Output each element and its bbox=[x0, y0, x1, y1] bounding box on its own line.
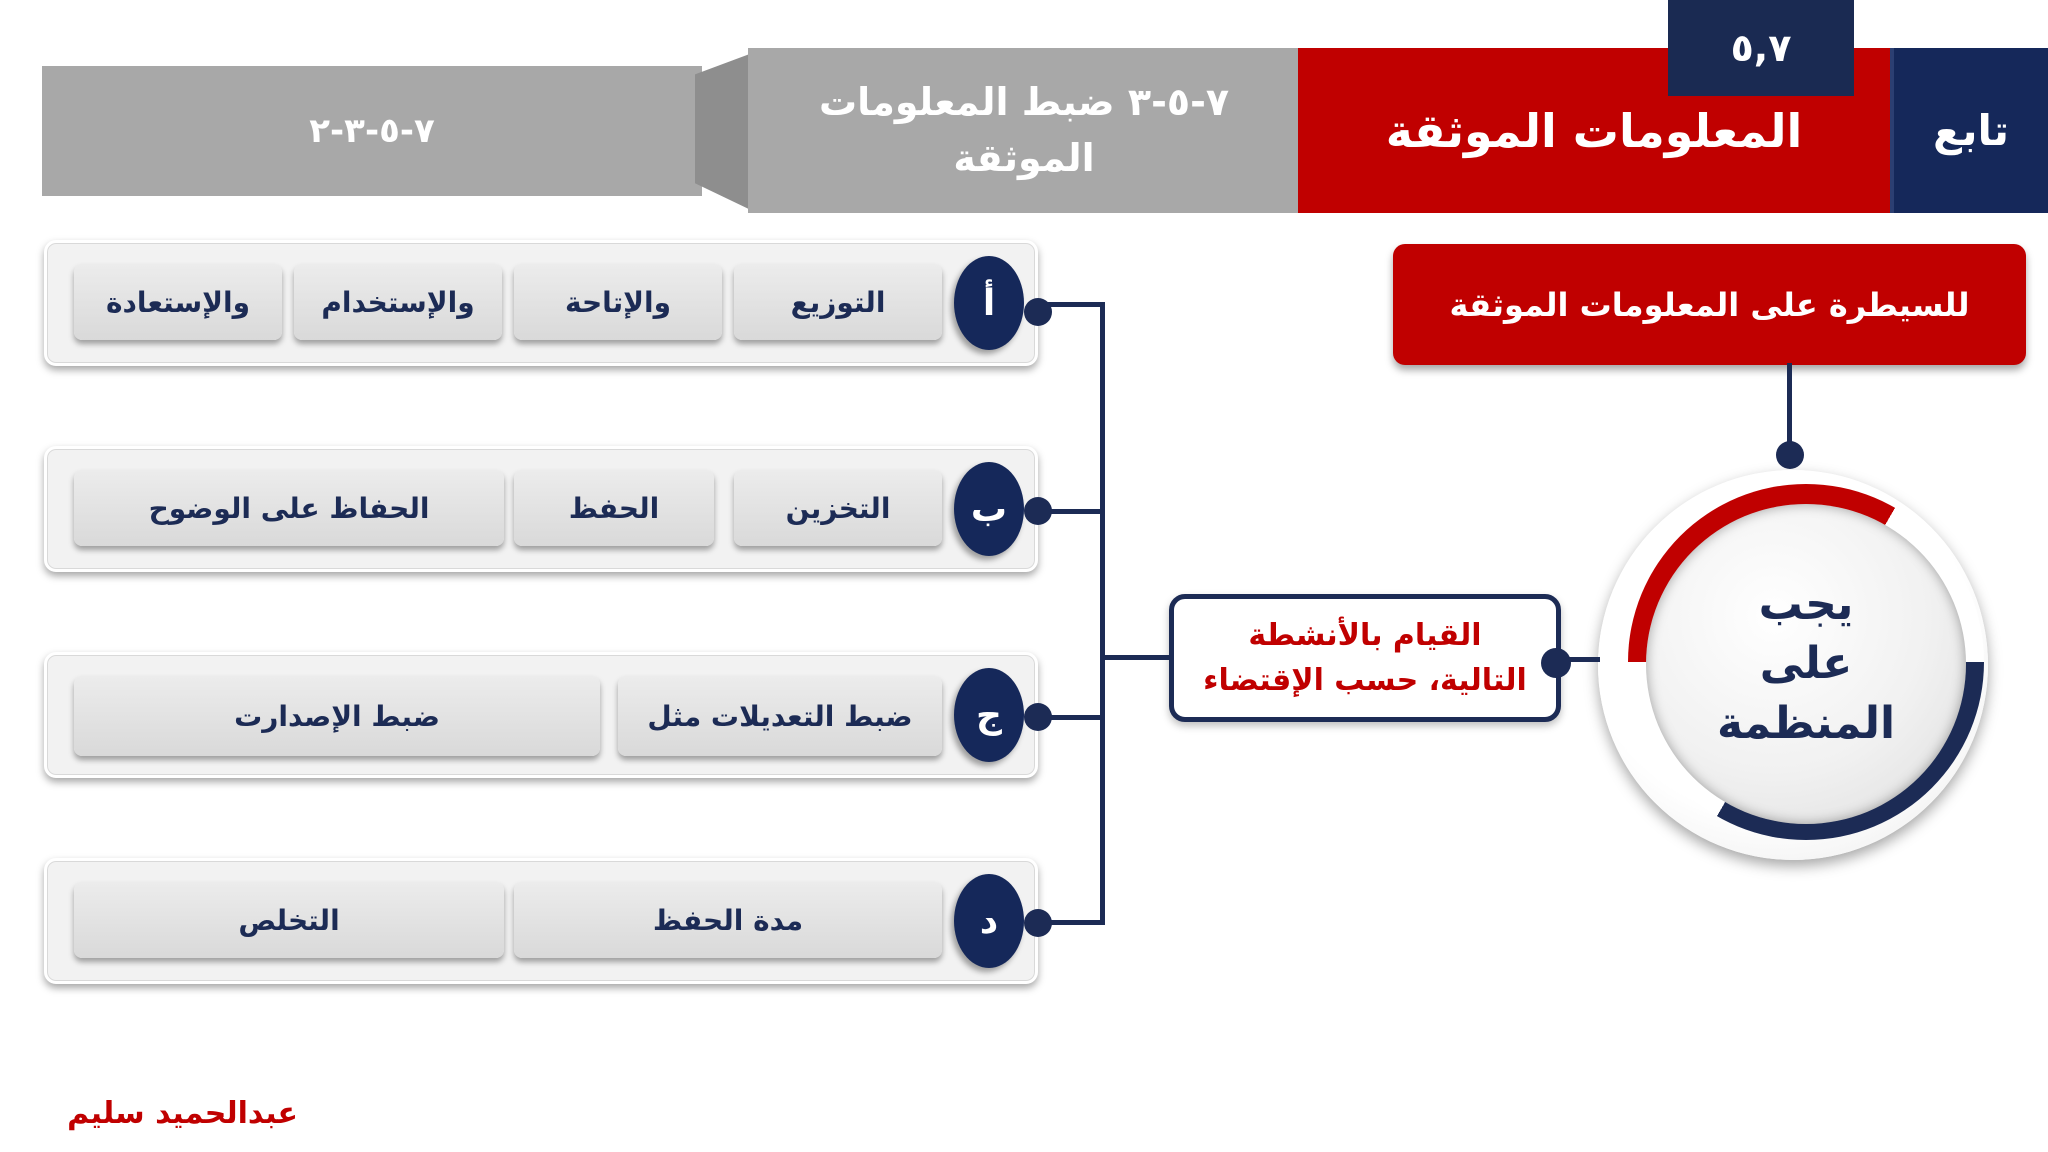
row-d-item-text: التخلص bbox=[238, 903, 340, 937]
row-a-item bbox=[734, 264, 942, 340]
activities-box-text: القيام بالأنشطة التالية، حسب الإقتضاء bbox=[1203, 618, 1527, 698]
section-number-tab bbox=[1668, 0, 1854, 96]
subsection-banner bbox=[748, 48, 1300, 213]
control-box bbox=[1393, 244, 2026, 365]
activities-connector bbox=[1568, 657, 1600, 662]
banner-bevel bbox=[695, 52, 755, 212]
row-b-connector-dot bbox=[1024, 497, 1052, 525]
row-b-item-text: الحفاظ على الوضوح bbox=[148, 491, 430, 525]
row-b-item-text: الحفظ bbox=[568, 491, 660, 525]
bracket-horizontal-link bbox=[1100, 655, 1170, 660]
continued-label: تابع bbox=[1933, 106, 2010, 155]
sub-subsection-number: ٧-٥-٣-٢ bbox=[309, 111, 435, 151]
activities-connector-dot bbox=[1541, 648, 1571, 678]
main-title: المعلومات الموثقة bbox=[1385, 103, 1803, 158]
row-c-badge bbox=[954, 668, 1024, 762]
row-c-item-text: ضبط الإصدارت bbox=[234, 699, 440, 733]
subsection-title: ٧-٥-٣ ضبط المعلومات الموثقة bbox=[818, 80, 1230, 180]
row-b-item bbox=[74, 470, 504, 546]
row-c-item bbox=[74, 676, 600, 756]
row-a-item bbox=[514, 264, 722, 340]
row-a-letter: أ bbox=[982, 282, 996, 324]
author-name-text: عبدالحميد سليم bbox=[67, 1095, 298, 1131]
row-d-item-text: مدة الحفظ bbox=[652, 903, 804, 937]
row-c-letter: ج bbox=[976, 694, 1002, 736]
row-d-letter: د bbox=[979, 900, 999, 942]
row-c-item-text: ضبط التعديلات مثل bbox=[647, 699, 913, 733]
row-a-badge bbox=[954, 256, 1024, 350]
sub-subsection-banner bbox=[42, 66, 702, 196]
row-a-item-text: والإستعادة bbox=[105, 285, 251, 319]
control-connector-dot bbox=[1776, 441, 1804, 469]
organization-circle bbox=[1646, 504, 1966, 824]
row-b-item-text: التخزين bbox=[785, 491, 891, 525]
row-b-item bbox=[514, 470, 714, 546]
organization-circle-text: يجب على المنظمة bbox=[1716, 578, 1896, 749]
row-d-item bbox=[74, 882, 504, 958]
row-b-item bbox=[734, 470, 942, 546]
section-number: ٥,٧ bbox=[1730, 26, 1792, 70]
author-name bbox=[58, 1088, 298, 1138]
row-a-item-text: والإستخدام bbox=[321, 285, 475, 319]
row-a-item-text: التوزيع bbox=[790, 285, 886, 319]
row-a-connector-dot bbox=[1024, 298, 1052, 326]
row-a-item-text: والإتاحة bbox=[564, 285, 672, 319]
row-b-letter: ب bbox=[970, 488, 1008, 530]
row-b-badge bbox=[954, 462, 1024, 556]
continued-banner bbox=[1890, 48, 2048, 213]
row-d-connector-dot bbox=[1024, 909, 1052, 937]
row-d-badge bbox=[954, 874, 1024, 968]
control-box-text: للسيطرة على المعلومات الموثقة bbox=[1449, 285, 1970, 324]
row-a-item bbox=[74, 264, 282, 340]
activities-box bbox=[1169, 594, 1561, 722]
row-a-item bbox=[294, 264, 502, 340]
row-c-item bbox=[618, 676, 942, 756]
bracket-vertical-line bbox=[1100, 302, 1105, 925]
row-d-item bbox=[514, 882, 942, 958]
row-c-connector-dot bbox=[1024, 703, 1052, 731]
